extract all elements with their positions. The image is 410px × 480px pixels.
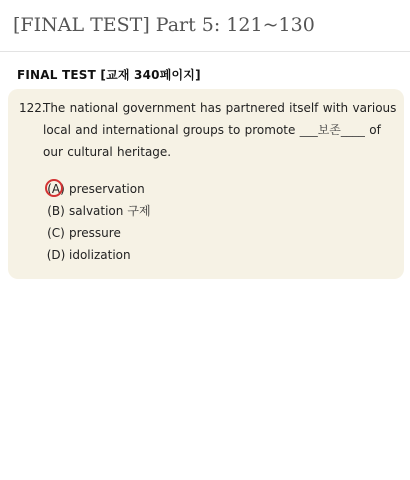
choice-b-letter: (B) bbox=[47, 204, 65, 218]
blank-right: ____ bbox=[340, 123, 365, 137]
choice-c-letter: (C) bbox=[47, 226, 65, 240]
blank-answer: 보존 bbox=[317, 123, 341, 137]
question-text bbox=[43, 97, 399, 163]
question-text-after: of our cultural heritage. bbox=[43, 123, 381, 159]
page-title: [FINAL TEST] Part 5: 121~130 bbox=[13, 14, 315, 36]
choice-d-letter: (D) bbox=[46, 248, 66, 262]
choice-c-word: pressure bbox=[69, 226, 121, 240]
choice-d[interactable] bbox=[46, 244, 151, 266]
choice-b-gloss: 구제 bbox=[127, 204, 151, 218]
choice-a[interactable] bbox=[46, 178, 151, 200]
section-title: FINAL TEST [교재 340페이지] bbox=[17, 68, 201, 82]
answer-choices bbox=[46, 178, 151, 266]
choice-d-word: idolization bbox=[69, 248, 131, 262]
question-text-before: The national government has partnered itself with various local and international groups to promote bbox=[43, 101, 397, 137]
choice-a-word: preservation bbox=[69, 182, 145, 196]
question-card bbox=[8, 89, 404, 279]
question-blank bbox=[300, 123, 365, 137]
choice-a-letter: (A) bbox=[46, 178, 66, 200]
page-header bbox=[0, 0, 410, 52]
choice-b-word: salvation bbox=[69, 204, 124, 218]
question-number: 122. bbox=[19, 101, 46, 115]
blank-left: ___ bbox=[299, 123, 318, 137]
choice-b[interactable] bbox=[46, 200, 151, 222]
choice-c[interactable] bbox=[46, 222, 151, 244]
